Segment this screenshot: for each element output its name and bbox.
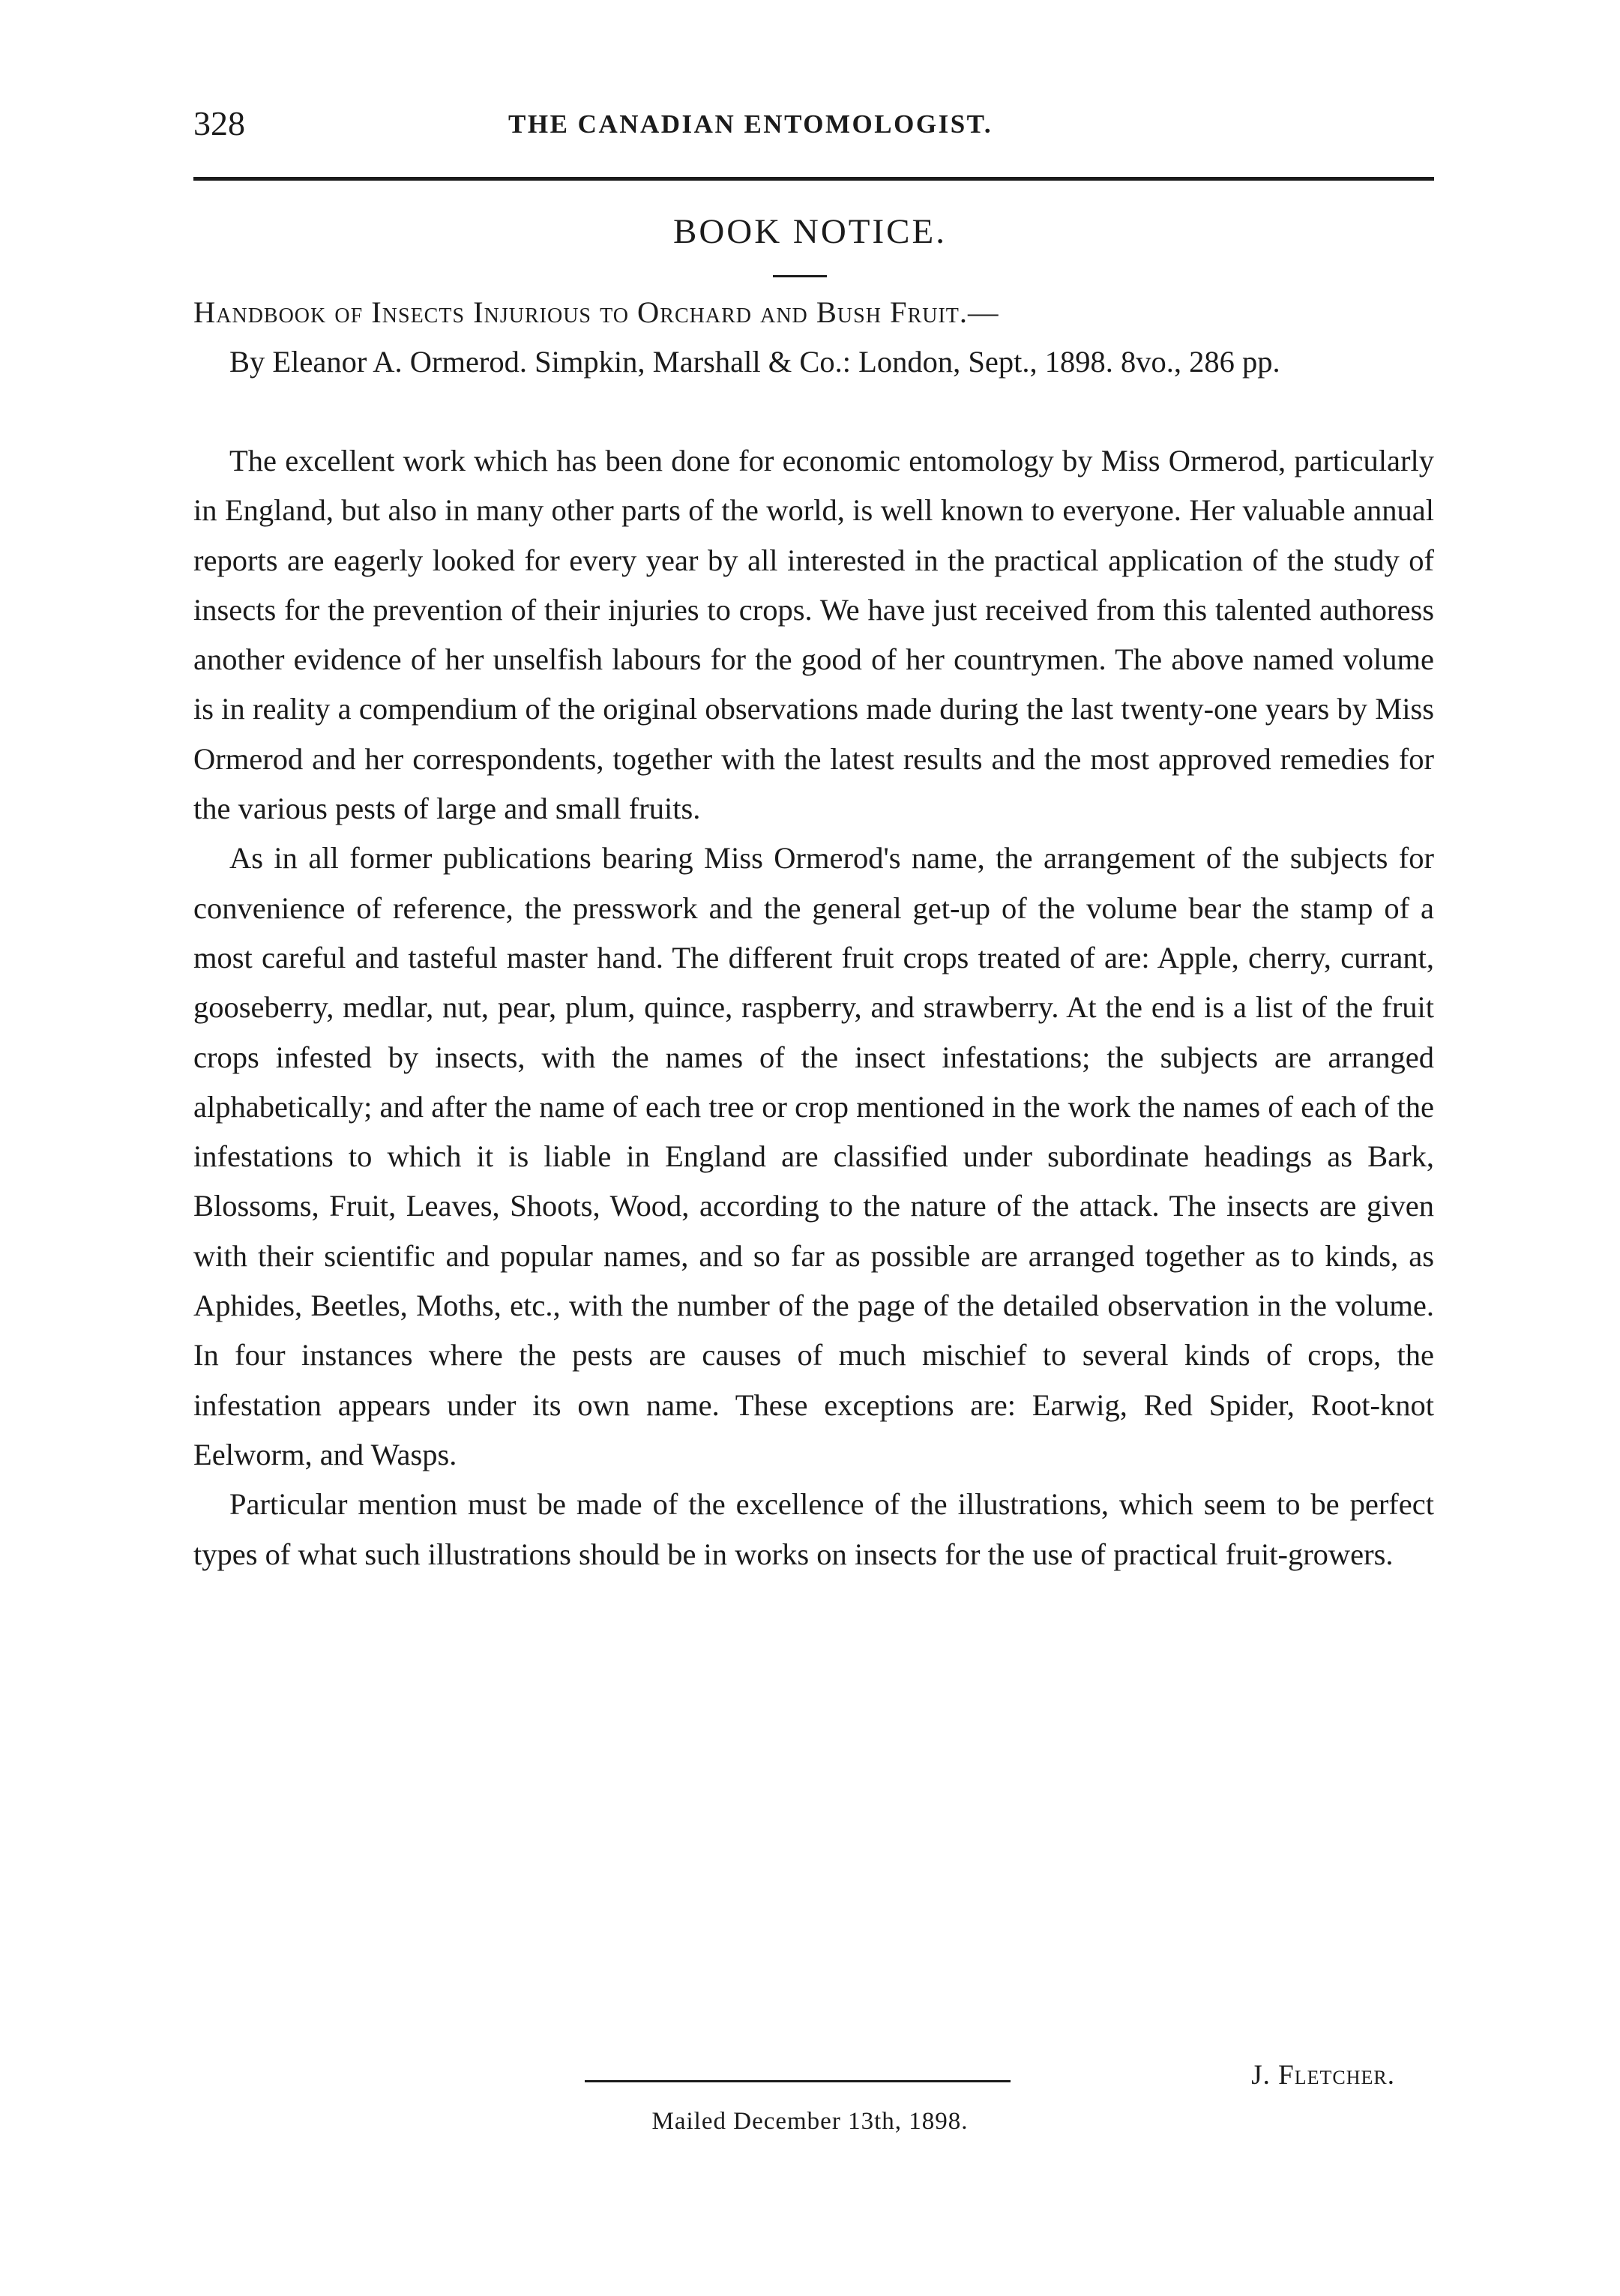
section-title: BOOK NOTICE. <box>673 212 947 251</box>
page-number: 328 <box>193 104 245 142</box>
header-rule <box>193 177 1434 181</box>
paragraph: As in all former publications bearing Miss Ormerod's name, the arrangement of the subjects for convenience of reference, the presswork and the general get-up of the volume bear the stamp of a most careful and tasteful master hand. The different fruit crops treated of are: Apple, cherry, currant, gooseberry, medlar, nut, pear, plum, quince, raspberry, and strawberry. At the end is a list of the fruit crops infested by insects, with the names of the insect infestations; the subjects are arranged alphabetically; and after the name of each tree or crop mentioned in the work the names of each of the infestations to which it is liable in England are classified under subordinate headings as Bark, Blossoms, Fruit, Leaves, Shoots, Wood, according to the nature of the attack. The insects are given with their scientific and popular names, and so far as possible are arranged together as to kinds, as Aphides, Beetles, Moths, etc., with the number of the page of the detailed observation in the volume. In four instances where the pests are causes of much mischief to several kinds of crops, the infestation appears under its own name. These exceptions are: Earwig, Red Spider, Root-knot Eelworm, and Wasps. <box>193 841 1434 1471</box>
footer-rule <box>585 2080 1011 2082</box>
page-header <box>193 103 1434 151</box>
mailed-date-note: Mailed December 13th, 1898. <box>651 2108 969 2135</box>
review-body <box>193 436 1434 1579</box>
title-rule <box>773 275 827 277</box>
book-title: Handbook of Insects Injurious to Orchard and Bush Fruit.— <box>193 295 999 329</box>
book-details: By Eleanor A. Ormerod. Simpkin, Marshall & Co.: London, Sept., 1898. 8vo., 286 pp. <box>229 345 1280 379</box>
paragraph: Particular mention must be made of the excellence of the illustrations, which seem to be perfect types of what such illustrations should be in works on insects for the use of practical fruit-growers. <box>193 1487 1434 1571</box>
paragraph: The excellent work which has been done for economic entomology by Miss Ormerod, particularly in England, but also in many other parts of the world, is well known to everyone. Her valuable annual reports are eagerly looked for every year by all interested in the practical application of the study of insects for the prevention of their injuries to crops. We have just received from this talented authoress another evidence of her unselfish labours for the good of her countrymen. The above named volume is in reality a compendium of the original observations made during the last twenty-one years by Miss Ormerod and her correspondents, together with the latest results and the most approved remedies for the various pests of large and small fruits. <box>193 444 1434 826</box>
book-citation <box>193 288 1434 387</box>
reviewer-signature: J. Fletcher. <box>1251 2060 1395 2091</box>
running-head: THE CANADIAN ENTOMOLOGIST. <box>508 109 993 139</box>
